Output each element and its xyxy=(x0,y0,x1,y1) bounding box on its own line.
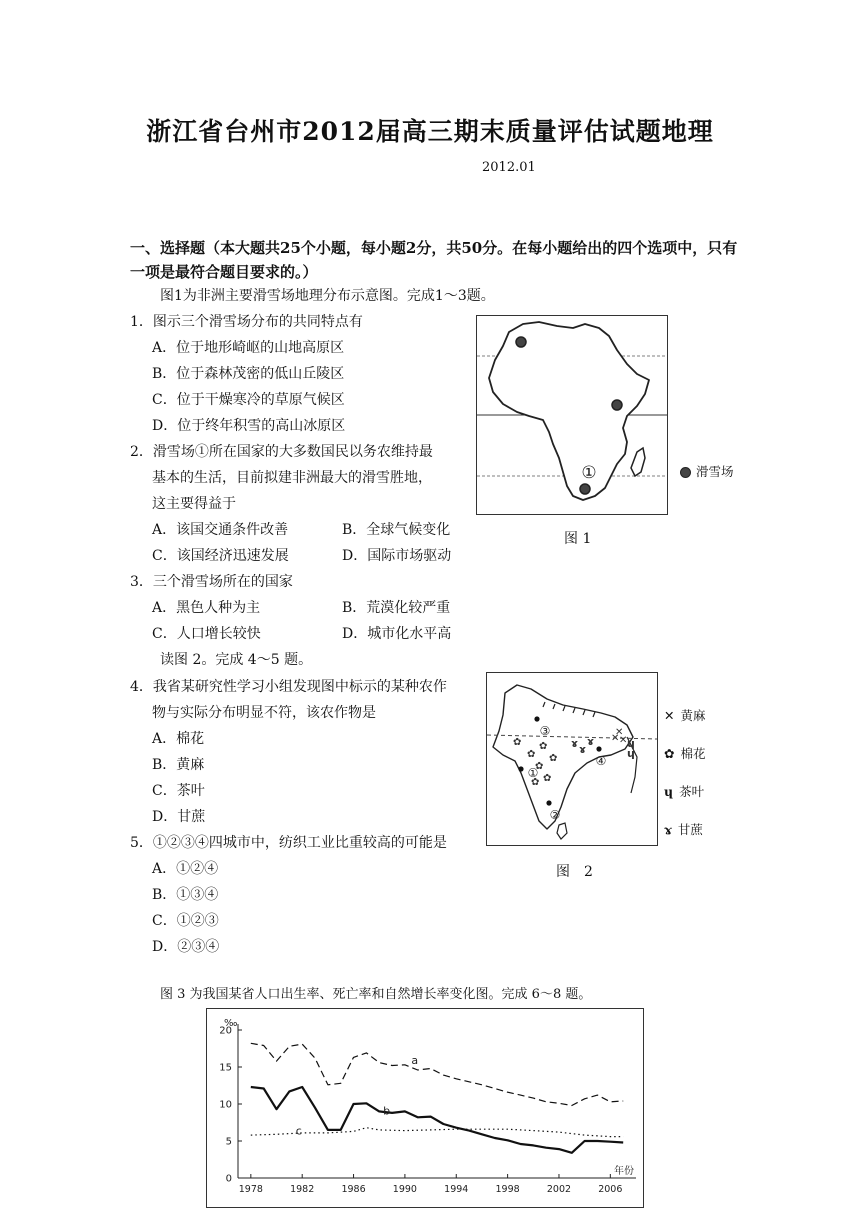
tea-mark: ɥ xyxy=(627,747,635,760)
jute-mark: ✕ xyxy=(619,735,628,746)
y-tick-label: 5 xyxy=(225,1136,232,1148)
city-label-1: ① xyxy=(527,766,539,780)
legend-tea-label: 茶叶 xyxy=(679,784,705,799)
y-tick-label: 0 xyxy=(225,1173,232,1185)
x-tick-label: 1986 xyxy=(341,1184,366,1195)
q1-option-a: A．位于地形崎岖的山地高原区 xyxy=(152,340,345,356)
figure-2-caption: 图 2 xyxy=(556,864,593,880)
q5-option-c: C．①②③ xyxy=(152,913,219,929)
q5-option-a: A．①②④ xyxy=(152,861,219,877)
population-rate-chart xyxy=(206,1008,644,1208)
madagascar-outline xyxy=(631,448,645,476)
cotton-mark: ✿ xyxy=(539,741,548,752)
cotton-icon: ✿ xyxy=(664,746,675,761)
q4-stem-line2: 物与实际分布明显不符，该农作物是 xyxy=(152,705,376,721)
q2-stem-line1: 2．滑雪场①所在国家的大多数国民以务农维持最 xyxy=(130,444,433,460)
ski-resort-legend-icon xyxy=(680,467,691,478)
city-dot-2 xyxy=(546,800,551,805)
x-tick-label: 1998 xyxy=(495,1184,520,1195)
legend-sugarcane xyxy=(664,820,706,858)
ski-resort-legend-label: 滑雪场 xyxy=(696,464,734,479)
y-axis-label: ‰ xyxy=(224,1018,238,1029)
q5-option-d: D．②③④ xyxy=(152,939,220,955)
q5-option-b: B．①③④ xyxy=(152,887,219,903)
y-tick-label: 15 xyxy=(219,1062,232,1074)
legend-sugarcane-label: 甘蔗 xyxy=(677,822,703,837)
legend-cotton xyxy=(664,744,706,782)
ski-resort-north xyxy=(516,337,526,347)
q2-option-a: A．该国交通条件改善 xyxy=(152,522,289,538)
figure-1-legend xyxy=(680,462,734,480)
group2-intro: 读图 2。完成 4～5 题。 xyxy=(160,652,313,668)
city-dot-1 xyxy=(518,766,523,771)
group3-intro: 图 3 为我国某省人口出生率、死亡率和自然增长率变化图。完成 6～8 题。 xyxy=(160,987,592,1002)
figure-2-legend xyxy=(664,706,706,858)
sugarcane-icon: ɤ xyxy=(664,822,672,837)
sugarcane-mark: ɤ xyxy=(579,743,586,756)
x-tick-label: 1994 xyxy=(444,1184,469,1195)
q2-option-d: D．国际市场驱动 xyxy=(342,548,452,564)
x-tick-label: 1990 xyxy=(392,1184,417,1195)
q3-option-b: B．荒漠化较严重 xyxy=(342,600,451,616)
city-label-2: ② xyxy=(549,808,561,822)
south-asia-outline xyxy=(493,685,633,829)
x-tick-label: 2006 xyxy=(598,1184,623,1195)
q3-option-d: D．城市化水平高 xyxy=(342,626,452,642)
cotton-mark: ✿ xyxy=(513,737,522,748)
paper-title: 浙江省台州市2012届高三期末质量评估试题地理 xyxy=(146,117,714,146)
y-tick-label: 10 xyxy=(219,1099,232,1111)
series-label-c: c xyxy=(295,1124,302,1138)
city-label-3: ③ xyxy=(539,724,551,738)
africa-map-svg xyxy=(477,316,667,514)
figure-1-africa-map xyxy=(476,315,668,515)
sugarcane-mark: ɤ xyxy=(571,737,578,750)
figure-2-south-asia-map xyxy=(486,672,658,846)
series-label-b: b xyxy=(383,1104,391,1118)
city-dot-4 xyxy=(596,746,601,751)
q2-option-b: B．全球气候变化 xyxy=(342,522,451,538)
jute-icon: ✕ xyxy=(664,708,675,723)
cotton-mark: ✿ xyxy=(531,777,540,788)
tea-mark: ɥ xyxy=(627,737,635,750)
q4-option-d: D．甘蔗 xyxy=(152,809,206,825)
q3-option-c: C．人口增长较快 xyxy=(152,626,261,642)
q4-option-b: B．黄麻 xyxy=(152,757,205,773)
x-tick-label: 1982 xyxy=(290,1184,315,1195)
ski-resort-east xyxy=(612,400,622,410)
q1-option-c: C．位于干燥寒冷的草原气候区 xyxy=(152,392,345,408)
legend-jute-label: 黄麻 xyxy=(680,708,706,723)
ski-resort-south xyxy=(580,484,590,494)
cotton-mark: ✿ xyxy=(527,749,536,760)
q1-option-b: B．位于森林茂密的低山丘陵区 xyxy=(152,366,345,382)
q2-stem-line3: 这主要得益于 xyxy=(152,496,236,512)
cotton-mark: ✿ xyxy=(549,753,558,764)
legend-tea xyxy=(664,782,706,820)
legend-jute xyxy=(664,706,706,744)
q1-stem: 1．图示三个滑雪场分布的共同特点有 xyxy=(130,314,363,330)
q1-option-d: D．位于终年积雪的高山冰原区 xyxy=(152,418,346,434)
x-tick-label: 1978 xyxy=(238,1184,263,1195)
q4-option-a: A．棉花 xyxy=(152,731,205,747)
paper-date: 2012.01 xyxy=(482,160,536,175)
q3-stem: 3．三个滑雪场所在的国家 xyxy=(130,574,293,590)
y-tick-label: 20 xyxy=(219,1025,232,1037)
ski-resort-label-1: ① xyxy=(581,463,597,483)
tea-icon: ɥ xyxy=(664,784,674,799)
africa-outline xyxy=(489,322,649,500)
q5-stem: 5．①②③④四城市中，纺织工业比重较高的可能是 xyxy=(130,835,447,851)
series-label-a: a xyxy=(411,1054,419,1068)
tea-symbols xyxy=(627,737,635,760)
cotton-mark: ✿ xyxy=(543,773,552,784)
south-asia-map-svg xyxy=(487,673,657,845)
q2-stem-line2: 基本的生活，目前拟建非洲最大的滑雪胜地， xyxy=(152,470,432,486)
figure-1-caption: 图 1 xyxy=(564,531,592,547)
figure-3-chart xyxy=(206,1008,644,1208)
jute-mark: ✕ xyxy=(611,733,620,744)
sri-lanka-outline xyxy=(557,823,567,839)
q2-option-c: C．该国经济迅速发展 xyxy=(152,548,289,564)
q4-option-c: C．茶叶 xyxy=(152,783,205,799)
group1-intro: 图1为非洲主要滑雪场地理分布示意图。完成1～3题。 xyxy=(160,288,495,304)
city-dot-3 xyxy=(534,716,539,721)
x-axis-label: 年份 xyxy=(614,1166,634,1177)
city-label-4: ④ xyxy=(595,754,607,768)
legend-cotton-label: 棉花 xyxy=(680,746,706,761)
cotton-mark: ✿ xyxy=(535,761,544,772)
q4-stem-line1: 4．我省某研究性学习小组发现图中标示的某种农作 xyxy=(130,679,447,695)
sugarcane-mark: ɤ xyxy=(587,735,594,748)
q3-option-a: A．黑色人种为主 xyxy=(152,600,261,616)
section-heading: 一、选择题（本大题共25个小题，每小题2分，共50分。在每小题给出的四个选项中，只有一项是最符合题目要求的。） xyxy=(130,239,738,281)
x-tick-label: 2002 xyxy=(546,1184,572,1195)
jute-mark: ✕ xyxy=(615,727,624,738)
